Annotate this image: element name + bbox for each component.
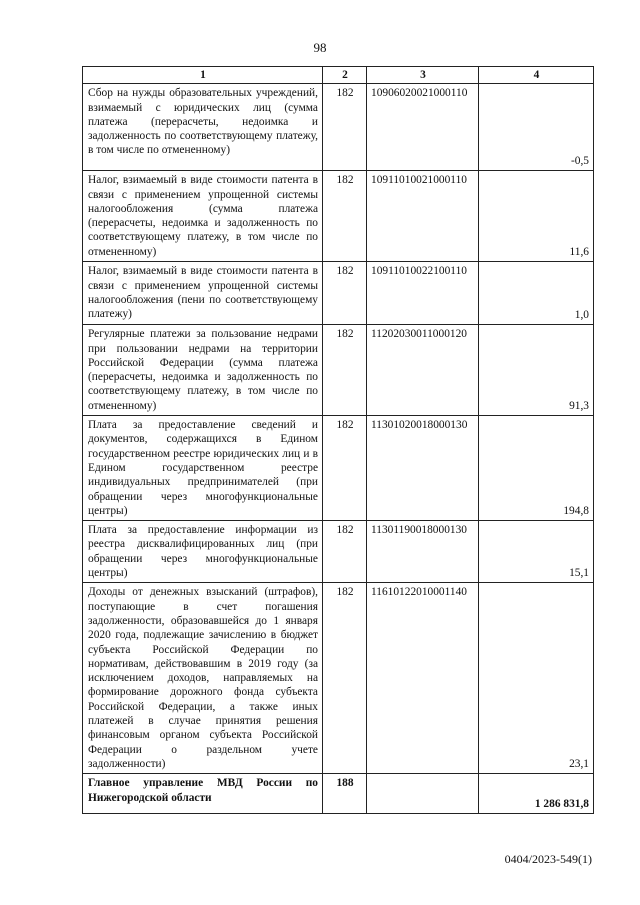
row-kbk: 11301190018000130 <box>367 521 479 583</box>
row-admin-code: 182 <box>323 84 367 171</box>
row-kbk: 10911010022100110 <box>367 262 479 325</box>
row-admin-code: 182 <box>323 521 367 583</box>
row-admin-code: 182 <box>323 416 367 521</box>
table-row <box>83 325 594 416</box>
total-amount: 1 286 831,8 <box>479 774 594 814</box>
column-header-kbk: 3 <box>367 67 479 84</box>
table-header-row <box>83 67 594 84</box>
row-amount: 23,1 <box>479 583 594 774</box>
total-admin-code: 188 <box>323 774 367 814</box>
row-admin-code: 182 <box>323 262 367 325</box>
row-description: Регулярные платежи за пользование недрами при пользовании недрами на территории Российской Федерации (сумма платежа (перерасчеты, недоимка и задолженность по соответствующему платежу, в том числе по отмененному) <box>83 325 323 416</box>
table-row <box>83 171 594 262</box>
row-amount: 194,8 <box>479 416 594 521</box>
page-number: 98 <box>313 40 327 55</box>
document-code: 0404/2023-549(1) <box>504 852 592 866</box>
row-amount: 15,1 <box>479 521 594 583</box>
row-kbk: 11610122010001140 <box>367 583 479 774</box>
row-description: Плата за предоставление сведений и документов, содержащихся в Едином государственном реестре юридических лиц и в Едином государственном реестре индивидуальных предпринимателей (при обращении через многофункциональные центры) <box>83 416 323 521</box>
row-amount: -0,5 <box>479 84 594 171</box>
row-amount: 1,0 <box>479 262 594 325</box>
row-admin-code: 182 <box>323 325 367 416</box>
column-header-description: 1 <box>83 67 323 84</box>
table-row <box>83 583 594 774</box>
row-description: Доходы от денежных взысканий (штрафов), поступающие в счет погашения задолженности, образовавшейся до 1 января 2020 года, подлежащие зачислению в бюджет субъекта Российской Федерации по нормативам, действовавшим в 2019 году (за исключением доходов, направляемых на формирование дорожного фонда субъекта Российской Федерации, а также иных платежей в случае принятия решения финансовым органом субъекта Российской Федерации о раздельном учете задолженности) <box>83 583 323 774</box>
row-kbk: 10911010021000110 <box>367 171 479 262</box>
budget-revenue-table <box>82 66 594 814</box>
row-description: Плата за предоставление информации из реестра дисквалифицированных лиц (при обращении через многофункциональные центры) <box>83 521 323 583</box>
row-amount: 91,3 <box>479 325 594 416</box>
row-description: Сбор на нужды образовательных учреждений, взимаемый с юридических лиц (сумма платежа (перерасчеты, недоимка и задолженность по соответствующему платежу, в том числе по отмененному) <box>83 84 323 171</box>
row-admin-code: 182 <box>323 171 367 262</box>
row-admin-code: 182 <box>323 583 367 774</box>
table-row <box>83 416 594 521</box>
column-header-amount: 4 <box>479 67 594 84</box>
table-row <box>83 521 594 583</box>
total-kbk <box>367 774 479 814</box>
row-description: Налог, взимаемый в виде стоимости патента в связи с применением упрощенной системы налогообложения (пени по соответствующему платежу) <box>83 262 323 325</box>
row-kbk: 11202030011000120 <box>367 325 479 416</box>
table-total-row <box>83 774 594 814</box>
row-description: Налог, взимаемый в виде стоимости патента в связи с применением упрощенной системы налогообложения (сумма платежа (перерасчеты, недоимка и задолженность по соответствующему платежу, в том числе по отмененному) <box>83 171 323 262</box>
total-description: Главное управление МВД России по Нижегородской области <box>83 774 323 814</box>
table-row <box>83 84 594 171</box>
table-row <box>83 262 594 325</box>
row-kbk: 11301020018000130 <box>367 416 479 521</box>
column-header-admin-code: 2 <box>323 67 367 84</box>
row-amount: 11,6 <box>479 171 594 262</box>
row-kbk: 10906020021000110 <box>367 84 479 171</box>
